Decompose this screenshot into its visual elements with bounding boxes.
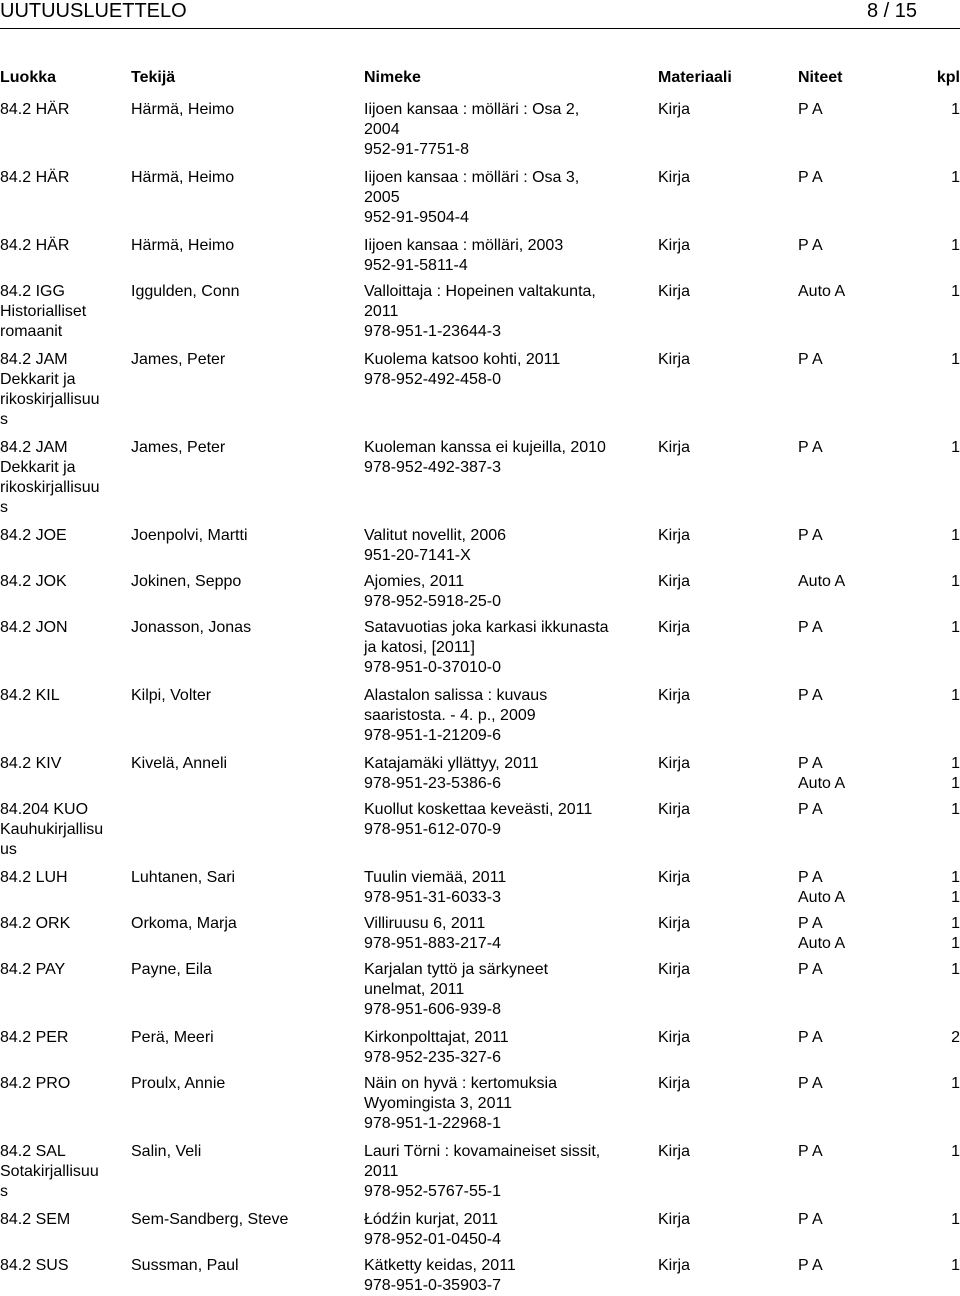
luokka-line: 84.2 JAM [0, 351, 68, 368]
cell-luokka [0, 686, 124, 706]
tekija-text: Härmä, Heimo [131, 101, 235, 118]
cell-niteet [798, 914, 938, 954]
cell-nimeke [364, 282, 649, 342]
cell-luokka [0, 438, 124, 518]
luokka-line: 84.2 JOK [0, 573, 67, 590]
cell-materiaali [658, 1142, 758, 1162]
cell-luokka [0, 1210, 124, 1230]
kpl-count: 1 [951, 573, 960, 590]
nimeke-line: Valloittaja : Hopeinen valtakunta, [364, 283, 596, 300]
tekija-text: Perä, Meeri [131, 1029, 214, 1046]
tekija-text: Härmä, Heimo [131, 169, 235, 186]
cell-materiaali [658, 686, 758, 706]
cell-nimeke [364, 236, 649, 276]
tekija-text: Joenpolvi, Martti [131, 527, 248, 544]
kpl-count: 1 [951, 1211, 960, 1228]
cell-luokka [0, 868, 124, 888]
nimeke-line: 951-20-7141-X [364, 547, 471, 564]
cell-nimeke [364, 618, 649, 678]
cell-kpl [940, 282, 960, 302]
cell-luokka [0, 800, 124, 860]
luokka-line: s [0, 1183, 8, 1200]
nimeke-line: saaristosta. - 4. p., 2009 [364, 707, 536, 724]
cell-materiaali [658, 1210, 758, 1230]
cell-tekija [131, 1028, 351, 1048]
nimeke-line: 978-952-01-0450-4 [364, 1231, 501, 1248]
cell-luokka [0, 236, 124, 256]
cell-nimeke [364, 350, 649, 390]
cell-niteet [798, 438, 938, 458]
cell-materiaali [658, 868, 758, 888]
niteet-location: Auto A [798, 573, 846, 590]
cell-tekija [131, 168, 351, 188]
nimeke-line: 978-951-1-22968-1 [364, 1115, 501, 1132]
cell-tekija [131, 572, 351, 592]
kpl-count: 1 [951, 755, 960, 772]
luokka-line: 84.2 JOE [0, 527, 67, 544]
tekija-text: Jonasson, Jonas [131, 619, 252, 636]
niteet-location: Auto A [798, 775, 846, 792]
column-header-luokka: Luokka [0, 69, 57, 86]
cell-materiaali [658, 1256, 758, 1276]
nimeke-line: Kätketty keidas, 2011 [364, 1257, 516, 1274]
materiaali-text: Kirja [658, 801, 691, 818]
luokka-line: 84.2 JON [0, 619, 68, 636]
materiaali-text: Kirja [658, 687, 691, 704]
cell-kpl [940, 914, 960, 954]
cell-luokka [0, 1028, 124, 1048]
cell-materiaali [658, 1074, 758, 1094]
cell-luokka [0, 526, 124, 546]
cell-luokka [0, 914, 124, 934]
nimeke-line: 978-951-1-21209-6 [364, 727, 501, 744]
cell-nimeke [364, 1142, 649, 1202]
cell-niteet [798, 960, 938, 980]
materiaali-text: Kirja [658, 1029, 691, 1046]
materiaali-text: Kirja [658, 1143, 691, 1160]
niteet-location: P A [798, 961, 823, 978]
kpl-count: 1 [951, 961, 960, 978]
cell-nimeke [364, 1074, 649, 1134]
nimeke-line: Iijoen kansaa : mölläri : Osa 2, [364, 101, 580, 118]
cell-niteet [798, 1074, 938, 1094]
materiaali-text: Kirja [658, 1211, 691, 1228]
cell-kpl [940, 438, 960, 458]
nimeke-line: Kuoleman kanssa ei kujeilla, 2010 [364, 439, 606, 456]
nimeke-line: 978-951-0-35903-7 [364, 1277, 501, 1294]
luokka-line: 84.2 HÄR [0, 237, 70, 254]
cell-kpl [940, 868, 960, 908]
nimeke-line: 978-952-5767-55-1 [364, 1183, 501, 1200]
kpl-count: 1 [951, 1143, 960, 1160]
cell-tekija [131, 754, 351, 774]
nimeke-line: 978-952-492-387-3 [364, 459, 501, 476]
nimeke-line: 2005 [364, 189, 400, 206]
nimeke-line: Katajamäki yllättyy, 2011 [364, 755, 539, 772]
tekija-text: Kilpi, Volter [131, 687, 212, 704]
tekija-text: Sussman, Paul [131, 1257, 239, 1274]
kpl-count: 1 [951, 237, 960, 254]
cell-materiaali [658, 572, 758, 592]
cell-niteet [798, 526, 938, 546]
cell-tekija [131, 960, 351, 980]
cell-nimeke [364, 868, 649, 908]
kpl-count: 1 [951, 527, 960, 544]
tekija-text: Iggulden, Conn [131, 283, 240, 300]
cell-tekija [131, 1142, 351, 1162]
materiaali-text: Kirja [658, 619, 691, 636]
materiaali-text: Kirja [658, 169, 691, 186]
nimeke-line: 952-91-7751-8 [364, 141, 469, 158]
tekija-text: James, Peter [131, 439, 226, 456]
nimeke-line: Wyomingista 3, 2011 [364, 1095, 513, 1112]
column-header-tekija: Tekijä [131, 69, 176, 86]
tekija-text: James, Peter [131, 351, 226, 368]
cell-materiaali [658, 960, 758, 980]
cell-niteet [798, 1028, 938, 1048]
cell-materiaali [658, 618, 758, 638]
niteet-location: P A [798, 351, 823, 368]
cell-niteet [798, 1256, 938, 1276]
nimeke-line: 978-951-883-217-4 [364, 935, 501, 952]
cell-kpl [940, 1256, 960, 1276]
cell-tekija [131, 914, 351, 934]
materiaali-text: Kirja [658, 755, 691, 772]
kpl-count: 1 [951, 351, 960, 368]
cell-kpl [940, 572, 960, 592]
materiaali-text: Kirja [658, 961, 691, 978]
nimeke-line: 978-952-5918-25-0 [364, 593, 501, 610]
nimeke-line: 978-952-235-327-6 [364, 1049, 501, 1066]
cell-tekija [131, 1210, 351, 1230]
cell-niteet [798, 800, 938, 820]
luokka-line: 84.2 KIL [0, 687, 60, 704]
nimeke-line: Iijoen kansaa : mölläri : Osa 3, [364, 169, 580, 186]
cell-nimeke [364, 686, 649, 746]
tekija-text: Kivelä, Anneli [131, 755, 228, 772]
materiaali-text: Kirja [658, 527, 691, 544]
cell-kpl [940, 686, 960, 706]
cell-niteet [798, 100, 938, 120]
cell-luokka [0, 618, 124, 638]
cell-niteet [798, 1142, 938, 1162]
luokka-line: 84.2 IGG [0, 283, 65, 300]
luokka-line: 84.2 PER [0, 1029, 69, 1046]
nimeke-line: Karjalan tyttö ja särkyneet [364, 961, 549, 978]
nimeke-line: Satavuotias joka karkasi ikkunasta [364, 619, 609, 636]
luokka-line: rikoskirjallisuu [0, 391, 100, 408]
cell-materiaali [658, 1028, 758, 1048]
nimeke-line: 952-91-5811-4 [364, 257, 468, 274]
cell-tekija [131, 526, 351, 546]
cell-tekija [131, 236, 351, 256]
nimeke-line: 952-91-9504-4 [364, 209, 469, 226]
cell-kpl [940, 168, 960, 188]
tekija-text: Sem-Sandberg, Steve [131, 1211, 289, 1228]
niteet-location: P A [798, 1029, 823, 1046]
cell-kpl [940, 350, 960, 370]
luokka-line: 84.2 KIV [0, 755, 62, 772]
cell-niteet [798, 350, 938, 370]
kpl-count: 1 [951, 775, 960, 792]
nimeke-line: Kirkonpolttajat, 2011 [364, 1029, 509, 1046]
cell-niteet [798, 754, 938, 794]
luokka-line: 84.204 KUO [0, 801, 89, 818]
cell-luokka [0, 1074, 124, 1094]
cell-nimeke [364, 1256, 649, 1296]
column-header-niteet: Niteet [798, 69, 843, 86]
niteet-location: P A [798, 1075, 823, 1092]
cell-materiaali [658, 168, 758, 188]
kpl-count: 1 [951, 439, 960, 456]
materiaali-text: Kirja [658, 351, 691, 368]
cell-nimeke [364, 1028, 649, 1068]
nimeke-line: Łódźin kurjat, 2011 [364, 1211, 499, 1228]
cell-kpl [940, 618, 960, 638]
cell-niteet [798, 618, 938, 638]
nimeke-line: 978-951-606-939-8 [364, 1001, 501, 1018]
luokka-line: Dekkarit ja [0, 371, 76, 388]
niteet-location: P A [798, 755, 823, 772]
tekija-text: Orkoma, Marja [131, 915, 237, 932]
cell-tekija [131, 100, 351, 120]
niteet-location: P A [798, 869, 823, 886]
materiaali-text: Kirja [658, 237, 691, 254]
niteet-location: P A [798, 687, 823, 704]
cell-materiaali [658, 236, 758, 256]
niteet-location: Auto A [798, 283, 846, 300]
tekija-text: Jokinen, Seppo [131, 573, 242, 590]
luokka-line: 84.2 HÄR [0, 169, 70, 186]
cell-kpl [940, 1142, 960, 1162]
kpl-count: 1 [951, 915, 960, 932]
cell-luokka [0, 282, 124, 342]
cell-niteet [798, 236, 938, 256]
cell-nimeke [364, 572, 649, 612]
cell-luokka [0, 350, 124, 430]
cell-kpl [940, 1028, 960, 1048]
cell-materiaali [658, 350, 758, 370]
cell-tekija [131, 1256, 351, 1276]
kpl-count: 1 [951, 101, 960, 118]
nimeke-line: Valitut novellit, 2006 [364, 527, 507, 544]
cell-luokka [0, 100, 124, 120]
luokka-line: 84.2 JAM [0, 439, 68, 456]
nimeke-line: 978-951-31-6033-3 [364, 889, 501, 906]
luokka-line: 84.2 LUH [0, 869, 68, 886]
kpl-count: 1 [951, 619, 960, 636]
kpl-count: 1 [951, 1075, 960, 1092]
cell-nimeke [364, 960, 649, 1020]
nimeke-line: 2004 [364, 121, 400, 138]
kpl-count: 1 [951, 869, 960, 886]
tekija-text: Proulx, Annie [131, 1075, 226, 1092]
cell-kpl [940, 960, 960, 980]
luokka-line: 84.2 SEM [0, 1211, 71, 1228]
cell-luokka [0, 1256, 124, 1276]
nimeke-line: 978-951-23-5386-6 [364, 775, 501, 792]
materiaali-text: Kirja [658, 101, 691, 118]
niteet-location: P A [798, 801, 823, 818]
nimeke-line: unelmat, 2011 [364, 981, 465, 998]
niteet-location: P A [798, 915, 823, 932]
materiaali-text: Kirja [658, 283, 691, 300]
luokka-line: us [0, 841, 17, 858]
column-header-nimeke: Nimeke [364, 69, 421, 86]
cell-nimeke [364, 100, 649, 160]
luokka-line: 84.2 SAL [0, 1143, 66, 1160]
materiaali-text: Kirja [658, 1075, 691, 1092]
cell-tekija [131, 686, 351, 706]
cell-tekija [131, 282, 351, 302]
niteet-location: P A [798, 101, 823, 118]
cell-niteet [798, 282, 938, 302]
nimeke-line: Alastalon salissa : kuvaus [364, 687, 548, 704]
nimeke-line: ja katosi, [2011] [364, 639, 475, 656]
kpl-count: 2 [951, 1029, 960, 1046]
kpl-count: 1 [951, 889, 960, 906]
cell-tekija [131, 868, 351, 888]
niteet-location: P A [798, 169, 823, 186]
cell-tekija [131, 1074, 351, 1094]
luokka-line: 84.2 PRO [0, 1075, 71, 1092]
tekija-text: Härmä, Heimo [131, 237, 235, 254]
cell-tekija [131, 618, 351, 638]
tekija-text: Payne, Eila [131, 961, 212, 978]
cell-kpl [940, 800, 960, 820]
kpl-count: 1 [951, 935, 960, 952]
nimeke-line: 2011 [364, 1163, 399, 1180]
table-header [0, 68, 960, 88]
cell-luokka [0, 1142, 124, 1202]
cell-materiaali [658, 914, 758, 934]
luokka-line: 84.2 SUS [0, 1257, 69, 1274]
cell-luokka [0, 960, 124, 980]
nimeke-line: 2011 [364, 303, 399, 320]
tekija-text: Luhtanen, Sari [131, 869, 236, 886]
nimeke-line: Tuulin viemää, 2011 [364, 869, 507, 886]
cell-kpl [940, 526, 960, 546]
cell-luokka [0, 572, 124, 592]
luokka-line: romaanit [0, 323, 63, 340]
nimeke-line: Kuollut koskettaa keveästi, 2011 [364, 801, 593, 818]
kpl-count: 1 [951, 283, 960, 300]
cell-materiaali [658, 800, 758, 820]
kpl-count: 1 [951, 1257, 960, 1274]
nimeke-line: Kuolema katsoo kohti, 2011 [364, 351, 561, 368]
tekija-text: Salin, Veli [131, 1143, 202, 1160]
cell-nimeke [364, 914, 649, 954]
cell-nimeke [364, 168, 649, 228]
kpl-count: 1 [951, 169, 960, 186]
niteet-location: P A [798, 1143, 823, 1160]
cell-niteet [798, 868, 938, 908]
niteet-location: Auto A [798, 889, 846, 906]
cell-niteet [798, 686, 938, 706]
cell-tekija [131, 438, 351, 458]
cell-kpl [940, 1210, 960, 1230]
cell-materiaali [658, 282, 758, 302]
cell-materiaali [658, 526, 758, 546]
cell-luokka [0, 168, 124, 188]
nimeke-line: Villiruusu 6, 2011 [364, 915, 486, 932]
nimeke-line: Näin on hyvä : kertomuksia [364, 1075, 557, 1092]
header-divider [0, 28, 960, 29]
nimeke-line: 978-951-612-070-9 [364, 821, 501, 838]
cell-niteet [798, 1210, 938, 1230]
cell-niteet [798, 572, 938, 592]
cell-nimeke [364, 526, 649, 566]
cell-nimeke [364, 754, 649, 794]
cell-luokka [0, 754, 124, 774]
nimeke-line: Lauri Törni : kovamaineiset sissit, [364, 1143, 601, 1160]
niteet-location: P A [798, 1257, 823, 1274]
materiaali-text: Kirja [658, 573, 691, 590]
nimeke-line: 978-952-492-458-0 [364, 371, 501, 388]
luokka-line: Historialliset [0, 303, 87, 320]
niteet-location: P A [798, 237, 823, 254]
page-number: 8 / 15 [866, 0, 917, 22]
cell-kpl [940, 754, 960, 794]
niteet-location: P A [798, 619, 823, 636]
luokka-line: Dekkarit ja [0, 459, 76, 476]
kpl-count: 1 [951, 687, 960, 704]
materiaali-text: Kirja [658, 915, 691, 932]
niteet-location: P A [798, 439, 823, 456]
luokka-line: 84.2 HÄR [0, 101, 70, 118]
cell-kpl [940, 100, 960, 120]
cell-materiaali [658, 100, 758, 120]
nimeke-line: 978-951-1-23644-3 [364, 323, 501, 340]
cell-niteet [798, 168, 938, 188]
luokka-line: s [0, 499, 8, 516]
luokka-line: 84.2 PAY [0, 961, 66, 978]
nimeke-line: Ajomies, 2011 [364, 573, 465, 590]
kpl-count: 1 [951, 801, 960, 818]
column-header-materiaali: Materiaali [658, 69, 732, 86]
luokka-line: Kauhukirjallisu [0, 821, 104, 838]
cell-nimeke [364, 438, 649, 478]
luokka-line: Sotakirjallisuu [0, 1163, 99, 1180]
column-header-kpl: kpl [936, 69, 960, 86]
niteet-location: Auto A [798, 935, 846, 952]
materiaali-text: Kirja [658, 869, 691, 886]
nimeke-line: 978-951-0-37010-0 [364, 659, 501, 676]
niteet-location: P A [798, 1211, 823, 1228]
luokka-line: s [0, 411, 8, 428]
cell-kpl [940, 1074, 960, 1094]
cell-nimeke [364, 1210, 649, 1250]
page-title: UUTUUSLUETTELO [0, 0, 187, 22]
cell-nimeke [364, 800, 649, 840]
cell-materiaali [658, 754, 758, 774]
luokka-line: rikoskirjallisuu [0, 479, 100, 496]
niteet-location: P A [798, 527, 823, 544]
nimeke-line: Iijoen kansaa : mölläri, 2003 [364, 237, 564, 254]
materiaali-text: Kirja [658, 439, 691, 456]
materiaali-text: Kirja [658, 1257, 691, 1274]
cell-kpl [940, 236, 960, 256]
cell-materiaali [658, 438, 758, 458]
cell-tekija [131, 350, 351, 370]
luokka-line: 84.2 ORK [0, 915, 71, 932]
